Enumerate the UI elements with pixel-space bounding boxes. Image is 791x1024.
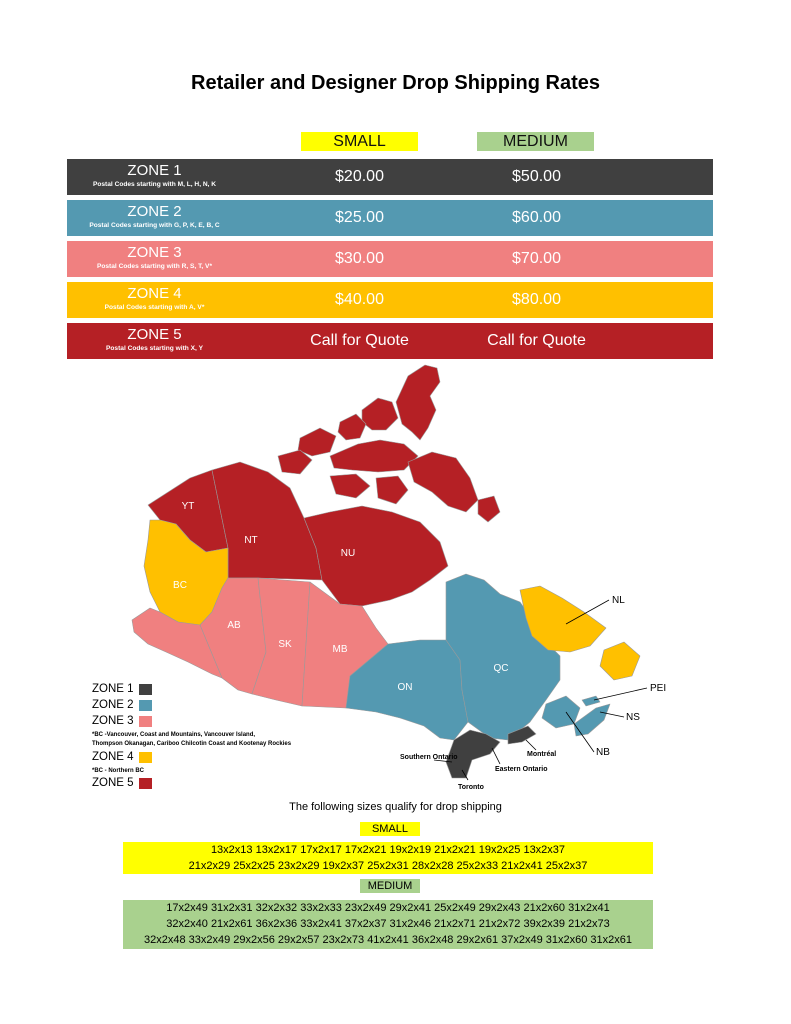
medium-sizes-header: MEDIUM xyxy=(360,879,420,893)
size-line: 17x2x49 31x2x31 32x2x32 33x2x33 23x2x49 29x2x41 25x2x49 29x2x43 21x2x60 31x2x41 xyxy=(166,902,610,914)
zone-name: ZONE 1 xyxy=(127,162,182,179)
legend-zone1-label: ZONE 1 xyxy=(92,683,134,695)
eastern-ontario-leader-line xyxy=(492,748,500,764)
label-pei: PEI xyxy=(650,683,667,694)
legend-zone5-swatch xyxy=(139,778,152,789)
zone-postal-codes: Postal Codes starting with R, S, T, V* xyxy=(96,263,213,270)
zone-postal-codes: Postal Codes starting with G, P, K, E, B, C xyxy=(89,222,220,229)
label-nt: NT xyxy=(244,535,258,546)
label-nu: NU xyxy=(340,548,356,559)
zone-5-row xyxy=(67,323,713,359)
province-nl-island xyxy=(600,642,640,680)
legend-zone4-swatch xyxy=(139,752,152,763)
zone-name: ZONE 5 xyxy=(127,326,182,343)
label-yt: YT xyxy=(181,501,195,512)
small-rate: Call for Quote xyxy=(310,332,409,349)
sizes-intro: The following sizes qualify for drop shipping xyxy=(289,801,502,813)
label-mb: MB xyxy=(332,644,348,655)
legend-zone2-label: ZONE 2 xyxy=(92,699,134,711)
zone-name: ZONE 3 xyxy=(127,244,182,261)
pei-leader-line xyxy=(594,688,647,700)
size-line: 32x2x48 33x2x49 29x2x56 29x2x57 23x2x73 41x2x41 36x2x48 29x2x61 37x2x49 31x2x60 31x2x61 xyxy=(143,934,633,946)
arctic-islands xyxy=(330,474,370,498)
legend-zone3-label: ZONE 3 xyxy=(92,715,134,727)
medium-column-header: MEDIUM xyxy=(477,132,594,151)
size-line: 13x2x13 13x2x17 17x2x17 17x2x21 19x2x19 21x2x21 19x2x25 13x2x37 xyxy=(210,844,566,856)
medium-rate: $70.00 xyxy=(512,250,561,267)
label-ab: AB xyxy=(227,620,241,631)
arctic-islands xyxy=(330,440,418,472)
label-montreal: Montréal xyxy=(527,751,557,758)
size-line: 32x2x40 21x2x61 36x2x36 33x2x41 37x2x37 31x2x46 21x2x71 21x2x72 39x2x39 21x2x73 xyxy=(166,918,610,930)
zone-postal-codes: Postal Codes starting with X, Y xyxy=(106,345,203,352)
arctic-islands xyxy=(478,496,500,522)
arctic-islands xyxy=(376,476,408,504)
label-bc: BC xyxy=(173,580,187,591)
medium-rate: $50.00 xyxy=(512,168,561,185)
small-sizes-header: SMALL xyxy=(360,822,420,836)
zone-postal-codes: Postal Codes starting with M, L, H, N, K xyxy=(92,181,217,188)
zone-4-row xyxy=(67,282,713,318)
zone-1-row xyxy=(67,159,713,195)
legend-zone3-swatch xyxy=(139,716,152,727)
arctic-islands xyxy=(362,398,398,430)
page-title: Retailer and Designer Drop Shipping Rates xyxy=(191,72,600,94)
zone-2-row xyxy=(67,200,713,236)
zone-3-row xyxy=(67,241,713,277)
label-toronto: Toronto xyxy=(458,784,484,791)
legend-zone2-swatch xyxy=(139,700,152,711)
label-southern-ontario: Southern Ontario xyxy=(400,754,458,761)
small-column-header: SMALL xyxy=(301,132,418,151)
medium-rate: $60.00 xyxy=(512,209,561,226)
label-nl: NL xyxy=(612,595,625,606)
label-sk: SK xyxy=(278,639,292,650)
arctic-islands xyxy=(396,365,440,440)
small-rate: $25.00 xyxy=(335,209,384,226)
province-pei xyxy=(582,696,600,706)
medium-sizes-box xyxy=(123,900,653,949)
zone-postal-codes: Postal Codes starting with A, V* xyxy=(104,304,205,311)
arctic-islands xyxy=(298,428,336,456)
legend-zone5-label: ZONE 5 xyxy=(92,777,134,789)
legend-zone3-note: *BC -Vancouver, Coast and Mountains, Vancouver Island, xyxy=(92,732,256,738)
size-line: 21x2x29 25x2x25 23x2x29 19x2x37 25x2x31 28x2x28 25x2x33 21x2x41 25x2x37 xyxy=(188,860,588,872)
label-on: ON xyxy=(397,682,413,693)
arctic-islands xyxy=(408,452,478,512)
small-rate: $40.00 xyxy=(335,291,384,308)
label-qc: QC xyxy=(493,663,509,674)
legend-zone1-swatch xyxy=(139,684,152,695)
medium-rate: Call for Quote xyxy=(487,332,586,349)
small-rate: $20.00 xyxy=(335,168,384,185)
label-ns: NS xyxy=(626,712,640,723)
legend-zone4-note: *BC - Northern BC xyxy=(92,768,144,774)
legend-zone4-label: ZONE 4 xyxy=(92,751,134,763)
province-nu xyxy=(304,506,448,606)
zone-name: ZONE 4 xyxy=(127,285,182,302)
montreal-leader-line xyxy=(526,740,536,750)
small-sizes-box xyxy=(123,842,653,874)
legend-zone3-note: Thompson Okanagan, Cariboo Chilcotin Coast and Kootenay Rockies xyxy=(92,741,292,747)
label-nb: NB xyxy=(596,747,610,758)
small-rate: $30.00 xyxy=(335,250,384,267)
medium-rate: $80.00 xyxy=(512,291,561,308)
label-eastern-ontario: Eastern Ontario xyxy=(495,766,548,773)
zone-name: ZONE 2 xyxy=(127,203,182,220)
